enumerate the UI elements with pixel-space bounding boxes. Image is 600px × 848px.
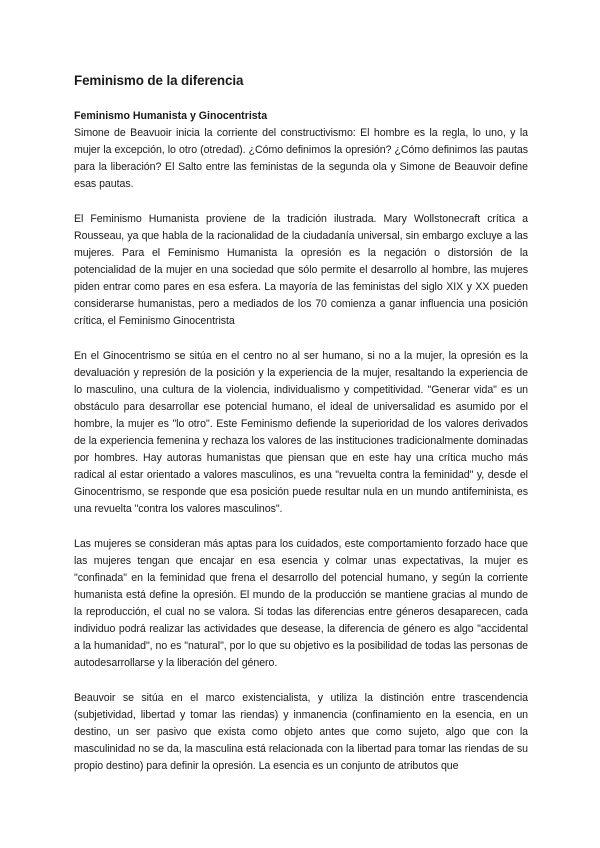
section-heading: Feminismo Humanista y Ginocentrista: [74, 110, 268, 122]
paragraph-intro: Simone de Beavuoir inicia la corriente del constructivismo: El hombre es la regla, lo uno, y la mujer la excepción, lo otro (otredad). ¿Cómo definimos la opresión? ¿Cómo definimos las pautas para la liberación? El Salto entre las feministas de la segunda ola y Simone de Beauvoir define esas pautas.: [74, 127, 528, 190]
paragraph-ginocentrismo: En el Ginocentrismo se sitúa en el centro no al ser humano, si no a la mujer, la opresión es la devaluación y represión de la posición y la experiencia de la mujer, resaltando la experiencia de lo masculino, una cultura de la violencia, individualismo y competitividad. "Generar vida" es un obstáculo para desarrollar ese potencial humano, el ideal de universalidad es asumido por el hombre, la mujer es "lo otro". Este Feminismo defiende la superioridad de los valores derivados de la experiencia femenina y rechaza los valores de las instituciones tradicionalmente dominadas por hombres. Hay autoras humanistas que piensan que en este hay una crítica mucho más radical al estar orientado a valores masculinos, es una "revuelta contra la feminidad" y, desde el Ginocentrismo, se responde que esa posición puede resultar nula en un mundo antifeminista, es una revuelta "contra los valores masculinos".: [74, 350, 528, 515]
page-title: Feminismo de la diferencia: [74, 73, 244, 88]
document-body: [74, 72, 528, 793]
paragraph-beauvoir: Beauvoir se sitúa en el marco existencialista, y utiliza la distinción entre trascendencia (subjetividad, libertad y tomar las riendas) y inmanencia (confinamiento en la esencia, en un destino, un ser pasivo que exista como objeto antes que como sujeto, algo que con la masculinidad no se da, la masculina está relacionada con la libertad para tomar las riendas de su propio destino) para definir la opresión. La esencia es un conjunto de atributos que: [74, 692, 528, 772]
paragraph-humanista: El Feminismo Humanista proviene de la tradición ilustrada. Mary Wollstonecraft crítica a Rousseau, ya que habla de la racionalidad de la ciudadanía universal, sin embargo excluye a las mujeres. Para el Feminismo Humanista la opresión es la negación o distorsión de la potencialidad de la mujer en una sociedad que sólo permite el desarrollo al hombre, las mujeres piden entrar como pares en esa esfera. La mayoría de las feministas del siglo XIX y XX pueden considerarse humanistas, pero a mediados de los 70 comienza a ganar influencia una posición crítica, el Feminismo Ginocentrista: [74, 213, 528, 327]
paragraph-cuidados: Las mujeres se consideran más aptas para los cuidados, este comportamiento forzado hace que las mujeres tengan que encajar en esa esencia y colmar unas expectativas, la mujer es "confinada" en la feminidad que frena el desarrollo del potencial humano, y según la corriente humanista está define la opresión. El mundo de la producción se mantiene gracias al mundo de la reproducción, el cual no se valora. Si todas las diferencias entre géneros desaparecen, cada individuo podrá realizar las actividades que desease, la diferencia de género es algo "accidental a la humanidad", no es "natural", por lo que su objetivo es la posibilidad de todas las personas de autodesarrollarse y la liberación del género.: [74, 538, 528, 669]
